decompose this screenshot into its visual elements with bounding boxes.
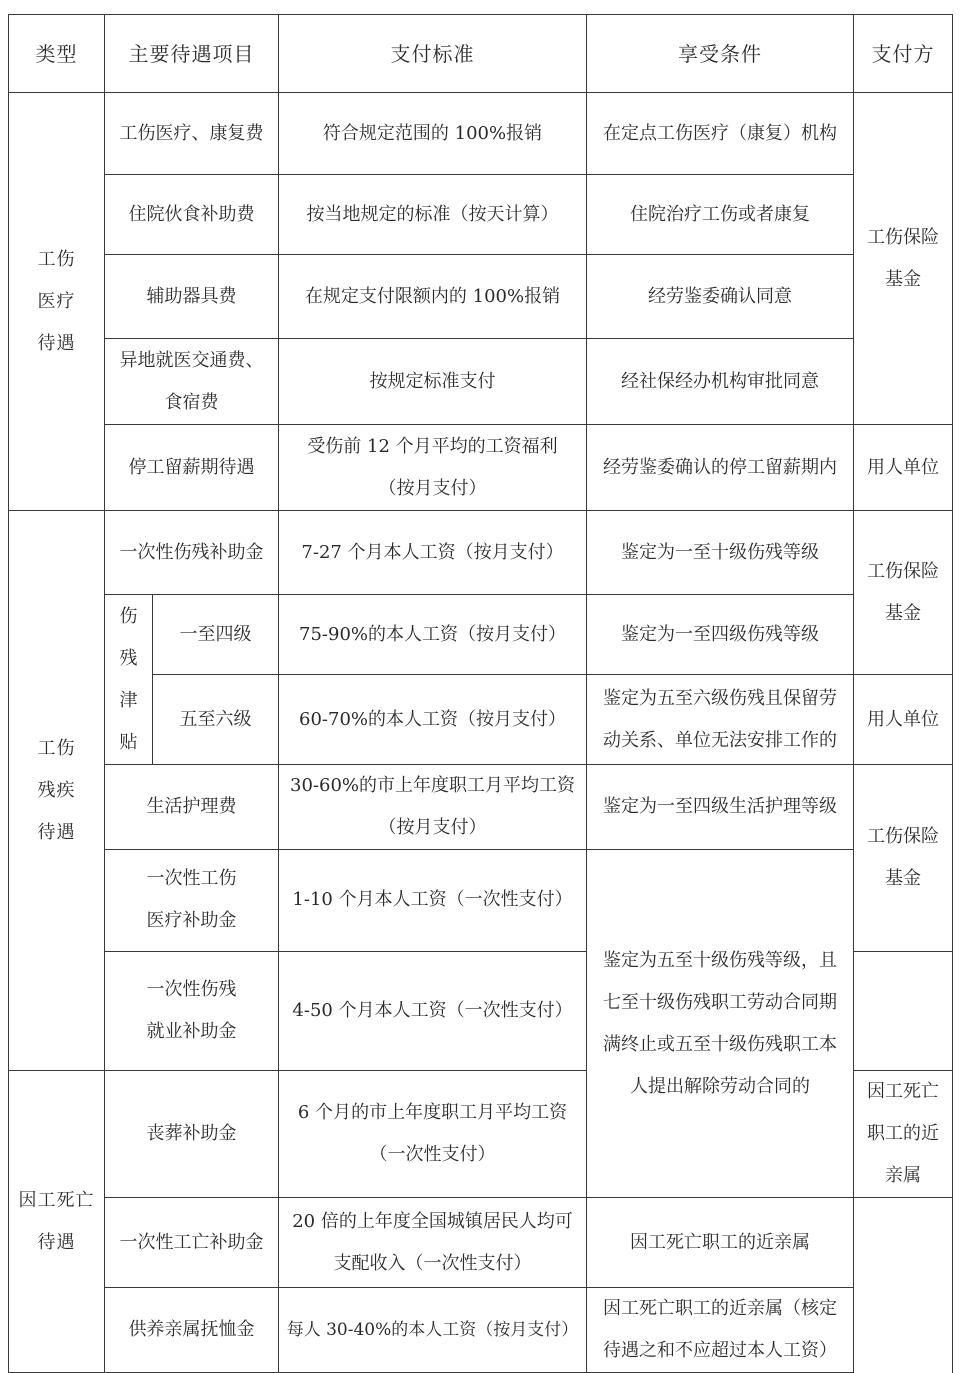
table-row: [9, 255, 953, 339]
item-cell: 生活护理费: [105, 765, 279, 850]
table-row: [9, 339, 953, 425]
table-row: [9, 765, 953, 850]
item-cell: 异地就医交通费、 食宿费: [105, 339, 279, 425]
header-type: 类型: [9, 15, 105, 93]
standard-cell: 符合规定范围的 100%报销: [279, 93, 587, 175]
table-row: [9, 850, 953, 902]
condition-cell: 经劳鉴委确认的停工留薪期内: [587, 425, 854, 511]
condition-cell-shared: 鉴定为五至十级伤残等级，且 七至十级伤残职工劳动合同期 满终止或五至十级伤残职工本 人提出解除劳动合同的: [587, 850, 854, 1198]
item-cell: 一次性伤残补助金: [105, 511, 279, 595]
header-row: [9, 15, 953, 93]
item-cell: 一次性伤残 就业补助金: [105, 951, 279, 1070]
item-cell: 停工留薪期待遇: [105, 425, 279, 511]
standard-cell: 4-50 个月本人工资（一次性支付）: [279, 951, 587, 1070]
item-cell: 一次性工伤 医疗补助金: [105, 850, 279, 952]
condition-cell: 住院治疗工伤或者康复: [587, 175, 854, 255]
condition-cell: 在定点工伤医疗（康复）机构: [587, 93, 854, 175]
standard-cell: 每人 30-40%的本人工资（按月支付）: [279, 1288, 587, 1373]
standard-cell: 按规定标准支付: [279, 339, 587, 425]
standard-cell: 在规定支付限额内的 100%报销: [279, 255, 587, 339]
item-cell: 五至六级: [153, 675, 279, 765]
standard-cell: 6 个月的市上年度职工月平均工资 （一次性支付）: [279, 1071, 587, 1198]
standard-cell: 7-27 个月本人工资（按月支付）: [279, 511, 587, 595]
item-cell: 工伤医疗、康复费: [105, 93, 279, 175]
table-row: [9, 595, 953, 675]
standard-cell: 20 倍的上年度全国城镇居民人均可 支配收入（一次性支付）: [279, 1198, 587, 1288]
condition-cell: 经社保经办机构审批同意: [587, 339, 854, 425]
standard-cell: 30-60%的市上年度职工月平均工资 （按月支付）: [279, 765, 587, 850]
header-payer: 支付方: [854, 15, 953, 93]
item-cell: 一次性工亡补助金: [105, 1198, 279, 1288]
table-row: [9, 175, 953, 255]
standard-cell: 60-70%的本人工资（按月支付）: [279, 675, 587, 765]
condition-cell: 因工死亡职工的近亲属: [854, 1071, 953, 1198]
condition-cell: 鉴定为一至十级伤残等级: [587, 511, 854, 595]
type-medical: 工伤 医疗 待遇: [9, 93, 105, 511]
header-item: 主要待遇项目: [105, 15, 279, 93]
standard-cell: 75-90%的本人工资（按月支付）: [279, 595, 587, 675]
table-row: [9, 511, 953, 595]
standard-cell: 按当地规定的标准（按天计算）: [279, 175, 587, 255]
benefits-table-sheet: [8, 14, 952, 1361]
type-disability: 工伤 残疾 待遇: [9, 511, 105, 1071]
condition-cell: 鉴定为一至四级生活护理等级: [587, 765, 854, 850]
type-death: 因工死亡 待遇: [9, 1071, 105, 1373]
condition-cell: 经劳鉴委确认同意: [587, 255, 854, 339]
item-cell: 辅助器具费: [105, 255, 279, 339]
condition-cell: 因工死亡职工的近亲属（核定 待遇之和不应超过本人工资）: [587, 1288, 854, 1373]
header-condition: 享受条件: [587, 15, 854, 93]
item-cell: 丧葬补助金: [105, 1071, 279, 1198]
table-row: [9, 1198, 953, 1288]
payer-fund-disability-b: 工伤保险 基金: [854, 765, 953, 952]
item-cell: 住院伙食补助费: [105, 175, 279, 255]
standard-cell: 1-10 个月本人工资（一次性支付）: [279, 850, 587, 952]
table-row: [9, 93, 953, 175]
item-cell: 供养亲属抚恤金: [105, 1288, 279, 1373]
table-row: [9, 1288, 953, 1373]
work-injury-benefits-table: [8, 14, 953, 1373]
condition-cell: 因工死亡职工的近亲属: [587, 1198, 854, 1288]
payer-fund-disability-a: 工伤保险 基金: [854, 511, 953, 675]
header-standard: 支付标准: [279, 15, 587, 93]
payer-employer-disability-a: 用人单位: [854, 675, 953, 765]
condition-cell: 鉴定为一至四级伤残等级: [587, 595, 854, 675]
item-cell: 一至四级: [153, 595, 279, 675]
table-row: [9, 425, 953, 511]
allowance-label: 伤 残 津 贴: [105, 595, 153, 765]
payer-employer-medical: 用人单位: [854, 425, 953, 511]
condition-cell: 鉴定为五至六级伤残且保留劳 动关系、单位无法安排工作的: [587, 675, 854, 765]
payer-fund-medical: 工伤保险 基金: [854, 93, 953, 425]
standard-cell: 受伤前 12 个月平均的工资福利 （按月支付）: [279, 425, 587, 511]
